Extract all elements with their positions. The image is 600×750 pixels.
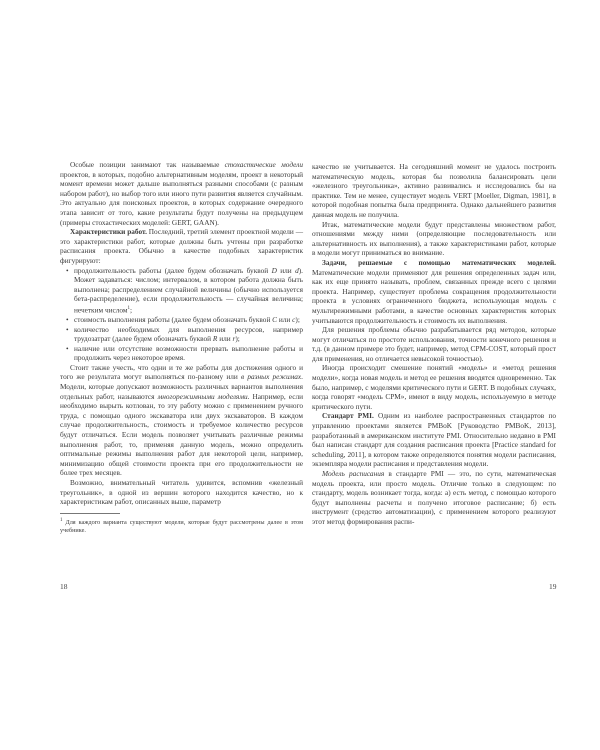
text-run: или bbox=[276, 265, 296, 275]
symbol: D bbox=[271, 265, 277, 275]
text-run: . Модели, которые допускают возможность различных вариантов выполнения отдельных работ, называются bbox=[60, 372, 303, 401]
paragraph-summary: Итак, математические модели будут представлены множеством работ, отношениями между ними (определяющие последовательность или альтернативность их выполнения), а также характеристиками работ, которые в модели могут приниматься во внимание. bbox=[312, 219, 556, 258]
heading-pmi-standard: Стандарт PMI. bbox=[322, 411, 374, 421]
footnote bbox=[60, 517, 303, 535]
footnote-divider bbox=[60, 513, 120, 514]
symbol: C bbox=[272, 314, 278, 324]
paragraph-work-characteristics bbox=[60, 227, 303, 265]
term-modes: в разных режимах bbox=[241, 372, 302, 382]
paragraph-tasks bbox=[312, 258, 556, 325]
paragraph-schedule-model bbox=[312, 469, 556, 527]
text-run: . Например, если необходимо вырыть котлован, то эту работу можно с применением ручного труда, с помощью одного экскаватора или двух экскаваторов. В каждом случае продолжительность, стоимость и требуемое количество ресурсов будут отличаться. Если модель позволяет учитывать различные режимы выполнения работ, то, применяя данную модель, можно определить оптимальные режимы выполнения работ для некоторой цели, например, минимизацию общей стоимости проекта при его продолжительности не более трех месяцев. bbox=[60, 391, 303, 478]
text-run: Математические модели применяют для решения определенных задач или, как их еще принято называть, проблем, связанных прежде всего с целями проекта. Например, существует проблема сокращения продолжительности проекта в условиях ограниченного бюджета, использующая модель с мультирежимными работами, в качестве основных характеристик которых учитываются продолжительность и стоимость их выполнения. bbox=[312, 267, 556, 325]
footnote-number: 1 bbox=[60, 517, 63, 523]
right-page bbox=[312, 162, 556, 527]
paragraph-multimode bbox=[60, 363, 303, 478]
bullet-resources bbox=[60, 325, 303, 344]
bullet-duration bbox=[60, 266, 303, 315]
text-run: или bbox=[217, 334, 233, 344]
paragraph-model-method: Иногда происходит смешение понятий «модель» и «метод решения модели», когда новая модель и метод ее решения вводятся одновременно. Так было, например, с моделями критического пути и GERT. В подобных случаях, когда говорят «модель CPM», имеют в виду модель, используемую в методе критического пути. bbox=[312, 363, 556, 411]
term-schedule-model: Модель расписания bbox=[322, 469, 385, 478]
footnote-mark: 1 bbox=[127, 305, 131, 311]
symbol: d bbox=[295, 265, 299, 275]
page-number-left: 18 bbox=[60, 582, 68, 591]
bullet-cost bbox=[60, 315, 303, 325]
symbol: R bbox=[212, 334, 218, 344]
text-run: Особые позиции занимают так называемые bbox=[70, 160, 225, 169]
text-run: стоимость выполнения работы (далее будем обозначать буквой bbox=[74, 314, 273, 324]
heading-work-characteristics: Характеристики работ. bbox=[70, 227, 147, 237]
footnote-text: Для каждого варианта существуют модели, которые будут рассмотрены далее в этом учебнике. bbox=[60, 518, 304, 535]
term-stochastic-models: стохастические модели bbox=[224, 160, 303, 169]
term-multimode-models: многорежимными моделями bbox=[157, 391, 248, 401]
paragraph-methods: Для решения проблемы обычно разрабатывается ряд методов, которые могут отличаться по простоте использования, точности конечного решения и т.д. (в данном примере это будет, например, метод CPM-COST, который прост для применения, но отличается невысокой точностью). bbox=[312, 325, 556, 363]
text-run: ); bbox=[235, 334, 240, 344]
text-run: количество необходимых для выполнения ресурсов, например трудозатрат (далее будем обозначать буквой bbox=[74, 324, 303, 344]
paragraph-quality: качество не учитывается. На сегодняшний момент не удалось построить математическую модель, которая бы позволила балансировать цели «железного треугольника», активно развивались и исследовались бы на практике. Тем не менее, существует модель VERT [Moeller, Digman, 1981], в которой подобная попытка была предпринята. Однако дальнейшего развития данная модель не получила. bbox=[312, 162, 556, 219]
text-run: ). Может задаваться: числом; интервалом, в котором работа должна быть выполнена; распределением случайной величины (обычно используется бета-распределение), если продолжительность — случайная величина; нечетким числом bbox=[74, 265, 303, 315]
text-run: Стоит также учесть, что одни и те же работы для достижения одного и того же результата могут выполняться по-разному или bbox=[60, 362, 303, 382]
text-run: продолжительность работы (далее будем обозначать буквой bbox=[74, 265, 272, 275]
text-run: или bbox=[277, 314, 293, 324]
bullet-interruption: • наличие или отсутствие возможности прервать выполнение работы и продолжить через некоторое время. bbox=[60, 344, 303, 363]
left-page bbox=[60, 160, 303, 535]
text-run: в стандарте PMI — это, по сути, математическая модель проекта, или просто модель. Отличие только в следующем: по стандарту, модель возникает тогда, когда: а) есть метод, с помощью которого будут выполнены расчеты и получено итоговое расписание; б) есть инструмент (средство автоматизации), с применением которого реализуют этот метод формирования распи- bbox=[312, 469, 556, 526]
symbol: c bbox=[292, 314, 296, 324]
paragraph-iron-triangle: Возможно, внимательный читатель удивится, вспомнив «железный треугольник», в одной из вершин которого находится качество, но к характеристикам работ, описанных выше, параметр bbox=[60, 478, 303, 507]
page-number-right: 19 bbox=[549, 582, 557, 591]
heading-tasks: Задачи, решаемые с помощью математических моделей. bbox=[322, 257, 556, 267]
text-run: Одним из наиболее распространенных стандартов по управлению проектами является PMBoK [Руководство PMBoK, 2013], разработанный в американском институте PMI. Относительно недавно в PMI был написан стандарт для создания расписания проекта [Practice standard for scheduling, 2011], в котором также определяются понятия модели расписания, экземпляра модели расписания и представления модели. bbox=[312, 411, 556, 469]
paragraph-pmi-standard bbox=[312, 411, 556, 469]
text-run: проектов, в которых, подобно альтернативным моделям, проект в некоторый момент времени может дальше выполняться разными способами (с разным набором работ), но выбор того или иного пути развития является случайным. Это актуально для поисковых проектов, в которых содержание очередного этапа зависит от того, какие результаты будут получены на предыдущем (примеры стохастических моделей: GERT, GAAN). bbox=[60, 169, 303, 227]
paragraph-stochastic-models bbox=[60, 160, 303, 227]
text-run: ); bbox=[295, 314, 300, 324]
symbol: r bbox=[232, 334, 236, 344]
text-run: ; bbox=[130, 305, 133, 315]
text-run: Последний, третий элемент проектной модели — это характеристики работ, которые должны быть учтены при разработке расписания проекта. Обычно в качестве подобных характеристик фигурируют: bbox=[60, 227, 303, 265]
